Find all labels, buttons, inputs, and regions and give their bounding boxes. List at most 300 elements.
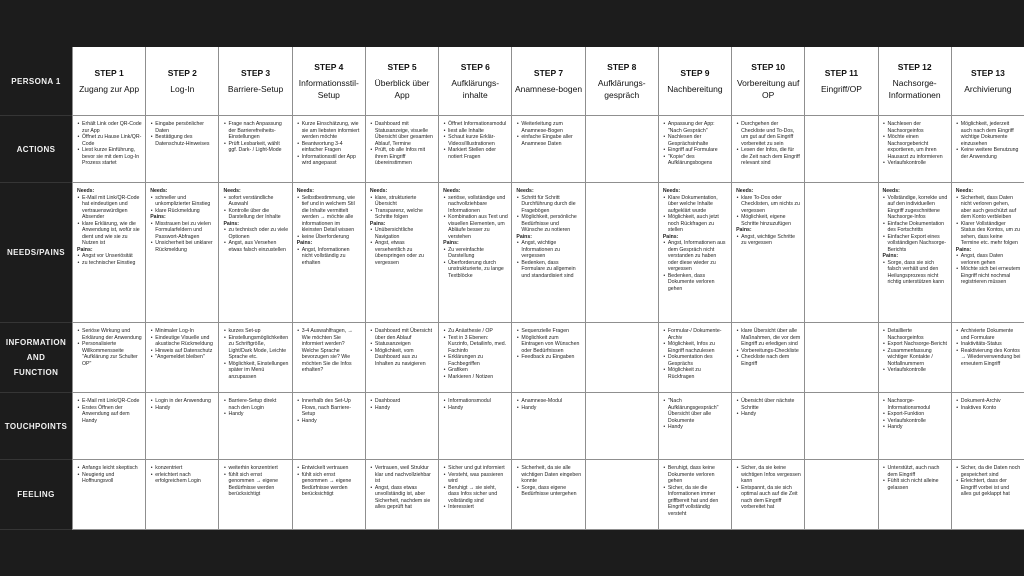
actions-cell-step-13 xyxy=(951,116,1024,183)
feeling-cell-step-5 xyxy=(365,460,438,530)
bullet-list xyxy=(883,465,948,491)
list-item: • Inaktives Konto xyxy=(956,405,1021,412)
step-number: STEP 2 xyxy=(167,67,197,78)
bullet-list xyxy=(77,195,142,247)
list-item: • Versteht, was passieren wird xyxy=(443,472,508,485)
needs-label: Needs: xyxy=(150,188,168,194)
touchpoints-cell-step-13 xyxy=(951,393,1024,460)
list-item: • Handy xyxy=(736,411,801,418)
touchpoints-cell-step-3 xyxy=(218,393,291,460)
list-item: • Möglichkeit, Einstellungen später im Menü anzupassen xyxy=(223,361,288,381)
bullet-list xyxy=(736,398,801,418)
bullet-list xyxy=(883,260,948,286)
list-item: • Schaut kurze Erklär-Videos/Illustrationen xyxy=(443,134,508,147)
list-item: • Klare Dokumentation, über welche Inhalte aufgeklärt wurde xyxy=(663,195,728,215)
bullet-list xyxy=(297,398,362,424)
bullet-list xyxy=(77,465,142,485)
actions-cell-step-4 xyxy=(292,116,365,183)
list-item: • 3-4 Auswahlfragen, → Wie möchten Sie informiert werden? Welche Sprache bevorzugen sie? Wie möchten Sie die Infos erhalten? xyxy=(297,328,362,374)
list-item: • Angst, wichtige Informationen zu vergessen xyxy=(516,240,581,260)
bullet-list xyxy=(77,328,142,367)
list-item: • Bedenken, dass Dokumente verloren gehen xyxy=(663,273,728,293)
needs-pains-cell-step-10 xyxy=(731,183,804,323)
bullet-list xyxy=(150,328,215,361)
information-cell-step-2 xyxy=(145,323,218,393)
needs-label: Needs: xyxy=(443,188,461,194)
list-item: • Prüft, ob alle Infos mit ihrem Eingriff übereinstimmen xyxy=(370,147,435,167)
list-item: • Handy xyxy=(297,418,362,425)
actions-cell-step-12 xyxy=(878,116,951,183)
step-title: Vorbereitung auf OP xyxy=(736,77,800,100)
row-label-information-line-2: AND xyxy=(26,353,46,362)
actions-cell-step-3 xyxy=(218,116,291,183)
list-item: • Selbstbestimmung, wie tief und in welchem Stil die Inhalte vermittelt werden → möchte alle informationen im kleinsten Detail wissen xyxy=(297,195,362,234)
list-item: • Möglichkeit, auch jetzt noch Rückfragen zu stellen xyxy=(663,214,728,234)
list-item: • zu technischer Einstieg xyxy=(77,260,142,267)
list-item: • Weiterleitung zum Anamnese-Bogen xyxy=(516,121,581,134)
list-item: • Grafiken xyxy=(443,367,508,374)
list-item: • Sicher, da sie keine wichtigen Infos vergessen kann xyxy=(736,465,801,485)
row-label-needs-pains xyxy=(0,183,72,323)
step-title: Aufklärungs-inhalte xyxy=(451,77,500,100)
list-item: • Öffnet Informationsmodul xyxy=(443,121,508,128)
list-item: • Angst, etwas versehentlich zu überspringen oder zu vergessen xyxy=(370,240,435,266)
list-item: • Möglichkeit, eigene Schritte hinzuzufügen xyxy=(736,214,801,227)
persona-label xyxy=(0,47,72,116)
needs-label: Needs: xyxy=(369,188,388,194)
list-item: • Möglichkeit, jederzeit auch nach dem Eingriff wichtige Dokumente einzusehen xyxy=(956,121,1021,147)
list-item: • fühlt sich ernst genommen → eigene Bedürfnisse werden berücksichtigt xyxy=(297,472,362,498)
feeling-cell-step-3 xyxy=(218,460,291,530)
step-header-10 xyxy=(731,47,804,116)
needs-label: Needs: xyxy=(77,188,95,194)
step-header-13 xyxy=(951,47,1024,116)
list-item: • Möglichkeit, vom Dashboard aus zu Inhalten zu navigieren xyxy=(370,348,435,368)
list-item: • Formular-/ Dokumente-Archiv xyxy=(663,328,728,341)
bullet-list xyxy=(297,121,362,167)
step-number: STEP 9 xyxy=(680,67,710,78)
list-item: • Zu Anästhesie / OP xyxy=(443,328,508,335)
needs-label: Needs: xyxy=(296,188,314,194)
list-item: • Angst, Informationen nicht vollständig zu erhalten xyxy=(297,247,362,267)
list-item: • schneller und unkomplizierter Einstieg xyxy=(150,195,215,208)
step-number: STEP 12 xyxy=(897,61,932,72)
bullet-list xyxy=(370,195,435,221)
bullet-list xyxy=(77,398,142,424)
list-item: • Bedenken, dass Formulare zu allgemein und standardisiert sind xyxy=(516,260,581,280)
list-item: • Angst, dass Daten verloren gehen xyxy=(956,253,1021,266)
information-cell-step-1 xyxy=(72,323,145,393)
step-number: STEP 1 xyxy=(94,67,124,78)
step-title: Nachbereitung xyxy=(667,83,723,94)
step-header-6 xyxy=(438,47,511,116)
information-cell-step-3 xyxy=(218,323,291,393)
step-number: STEP 8 xyxy=(607,61,637,72)
list-item: • Kontrolle über die Darstellung der Inhalte xyxy=(223,208,288,221)
needs-pains-cell-step-2 xyxy=(145,183,218,323)
list-item: • Informationsmodul xyxy=(443,398,508,405)
list-item: • Überforderung durch unstrukturierte, zu lange Textblöcke xyxy=(443,260,508,280)
touchpoints-cell-step-11 xyxy=(804,393,877,460)
step-title: Nachsorge-Informationen xyxy=(888,77,941,100)
list-item: • Verlaufskontrolle xyxy=(883,367,948,374)
list-item: • Inaktivitäts-Status xyxy=(956,341,1021,348)
list-item: • erleichtert nach erfolgreichem Login xyxy=(150,472,215,485)
list-item: • Handy xyxy=(223,411,288,418)
list-item: • klare To-Dos oder Checklisten, um nichts zu vergessen xyxy=(736,195,801,215)
needs-label: Needs: xyxy=(736,188,754,194)
step-number: STEP 5 xyxy=(387,61,417,72)
bullet-list xyxy=(736,465,801,511)
step-title: Informationsstil-Setup xyxy=(298,77,359,100)
list-item: • Frage nach Anpassung der Barrierefreiheits-Einstellungen xyxy=(223,121,288,141)
feeling-cell-step-4 xyxy=(292,460,365,530)
list-item: • Innerhalb des Set-Up Flows, nach Barriere-Setup xyxy=(297,398,362,418)
needs-label: Needs: xyxy=(882,188,900,194)
step-title: Zugang zur App xyxy=(79,83,140,94)
list-item: • Übersicht über nächste Schritte xyxy=(736,398,801,411)
list-item: • klare Übersicht über alle Maßnahmen, die vor dem Eingriff zu erledigen sind xyxy=(736,328,801,348)
list-item: • sofort verständliche Auswahl xyxy=(223,195,288,208)
list-item: • Text in 3 Ebenen: Kurzinfo, Detailinfo, med. Fachinfo xyxy=(443,335,508,355)
list-item: • Klarer Vollständiger Status des Kontos, um zu sehen, dass keine Termine etc. mehr folgen xyxy=(956,221,1021,247)
list-item: • Sicher und gut informiert xyxy=(443,465,508,472)
list-item: • Seriöse Wirkung und Erklärung der Anwendung xyxy=(77,328,142,341)
bullet-list xyxy=(223,465,288,498)
bullet-list xyxy=(956,328,1021,367)
step-header-4 xyxy=(292,47,365,116)
list-item: • Vertrauen, weil Struktur klar und nachvollziehbar ist xyxy=(370,465,435,485)
list-item: • Nachlesen der Nachsorgeinfos xyxy=(883,121,948,134)
information-cell-step-12 xyxy=(878,323,951,393)
step-header-12 xyxy=(878,47,951,116)
bullet-list xyxy=(150,221,215,254)
bullet-list xyxy=(516,121,581,147)
list-item: • Dokument-Archiv xyxy=(956,398,1021,405)
list-item: • Sicher, da die Daten noch gespeichert sind xyxy=(956,465,1021,478)
step-title: Überblick über App xyxy=(374,77,430,100)
list-item: • Verlaufskontrolle xyxy=(883,160,948,167)
needs-pains-cell-step-1 xyxy=(72,183,145,323)
list-item: • Transparenz, welche Schritte folgen xyxy=(370,208,435,221)
bullet-list xyxy=(370,328,435,367)
list-item: • Reaktivierung des Kontos → Wiederverwendung bei erneutem Eingriff xyxy=(956,348,1021,368)
list-item: • klare, strukturierte Übersicht xyxy=(370,195,435,208)
touchpoints-cell-step-4 xyxy=(292,393,365,460)
needs-pains-cell-step-11 xyxy=(804,183,877,323)
information-cell-step-10 xyxy=(731,323,804,393)
list-item: • Anfangs leicht skeptisch xyxy=(77,465,142,472)
list-item: • weiterhin konzentriert xyxy=(223,465,288,472)
bullet-list xyxy=(370,465,435,511)
list-item: • Vollständige, korrekte und auf den individuellen Eingriff zugeschnittene Nachsorge-Infos xyxy=(883,195,948,221)
step-title: Eingriff/OP xyxy=(820,83,862,94)
step-header-1 xyxy=(72,47,145,116)
bullet-list xyxy=(663,328,728,380)
list-item: • Handy xyxy=(443,405,508,412)
list-item: • Unübersichtliche Navigation xyxy=(370,227,435,240)
touchpoints-cell-step-5 xyxy=(365,393,438,460)
bullet-list xyxy=(736,195,801,228)
list-item: • Dokumentation des Gesprächs xyxy=(663,354,728,367)
bullet-list xyxy=(77,253,142,266)
list-item: • Lesen der Infos, die für die Zeit nach dem Eingriff relevant sind xyxy=(736,147,801,167)
list-item: • Möglichkeit, persönliche Bedürfnisse und Wünsche zu notieren xyxy=(516,214,581,234)
actions-cell-step-2 xyxy=(145,116,218,183)
list-item: • Feedback zu Eingaben xyxy=(516,354,581,361)
bullet-list xyxy=(883,195,948,254)
list-item: • Markieren / Notizen xyxy=(443,374,508,381)
list-item: • Handy xyxy=(516,405,581,412)
step-number: STEP 3 xyxy=(241,67,271,78)
bullet-list xyxy=(443,121,508,160)
list-item: • Dashboard mit Übersicht über den Ablauf xyxy=(370,328,435,341)
bullet-list xyxy=(956,195,1021,247)
bullet-list xyxy=(956,121,1021,160)
pains-label: Pains: xyxy=(369,220,386,227)
row-label-feeling xyxy=(0,460,72,530)
list-item: • Erhält Link oder QR-Code zur App xyxy=(77,121,142,134)
actions-cell-step-10 xyxy=(731,116,804,183)
pains-label: Pains: xyxy=(516,233,532,240)
feeling-cell-step-8 xyxy=(585,460,658,530)
list-item: • Unterstützt, auch nach dem Eingriff xyxy=(883,465,948,478)
step-number: STEP 11 xyxy=(824,67,859,78)
bullet-list xyxy=(223,328,288,380)
list-item: • Sicherheit, dass Daten nicht verloren gehen, aber auch geschützt auf dem Konto verbleiben xyxy=(956,195,1021,221)
bullet-list xyxy=(297,195,362,241)
step-title: Barriere-Setup xyxy=(227,83,284,94)
bullet-list xyxy=(297,328,362,374)
row-label-actions xyxy=(0,116,72,183)
list-item: • Beruhigt → sie sieht, dass Infos sicher und vollständig sind xyxy=(443,485,508,505)
list-item: • Erstes Öffnen der Anwendung auf dem Handy xyxy=(77,405,142,425)
list-item: • Anamnese-Modul xyxy=(516,398,581,405)
step-header-7 xyxy=(511,47,584,116)
information-cell-step-7 xyxy=(511,323,584,393)
list-item: • "Nach Aufklärungsgespräch" Übersicht über alle Dokumente xyxy=(663,398,728,424)
bullet-list xyxy=(223,195,288,221)
list-item: • Möglichkeit, Infos zu Eingriff nachzulesen xyxy=(663,341,728,354)
list-item: • Sicherheit, da sie alle wichtigen Daten eingeben konnte xyxy=(516,465,581,485)
bullet-list xyxy=(663,195,728,234)
bullet-list xyxy=(956,465,1021,498)
step-number: STEP 4 xyxy=(314,61,344,72)
list-item: • Markiert Stellen oder notiert Fragen xyxy=(443,147,508,160)
list-item: • Möglichkeit zu Rückfragen xyxy=(663,367,728,380)
list-item: • Sicher, da sie die Informationen immer griffbereit hat und den Eingriff vollständig versteht xyxy=(663,485,728,518)
bullet-list xyxy=(297,465,362,498)
list-item: • Sequenzielle Fragen xyxy=(516,328,581,335)
bullet-list xyxy=(956,398,1021,411)
touchpoints-cell-step-2 xyxy=(145,393,218,460)
list-item: • Barriere-Setup direkt nach den Login xyxy=(223,398,288,411)
actions-cell-step-9 xyxy=(658,116,731,183)
actions-cell-step-5 xyxy=(365,116,438,183)
list-item: • Informationsstil der App wird angepasst xyxy=(297,154,362,167)
list-item: • Kombination aus Text und visuellen Elementen, um Abläufe besser zu verstehen xyxy=(443,214,508,240)
list-item: • Anpassung der App: "Nach Gespräch" xyxy=(663,121,728,134)
list-item: • Dashboard xyxy=(370,398,435,405)
list-item: • Neugierig und Hoffnungsvoll xyxy=(77,472,142,485)
list-item: • konzentriert xyxy=(150,465,215,472)
feeling-cell-step-12 xyxy=(878,460,951,530)
pains-label: Pains: xyxy=(736,227,752,233)
list-item: • E-Mail mit Link/QR-Code hat eindeutigen und vertrauenswürdigen Absender xyxy=(77,195,142,221)
bullet-list xyxy=(516,195,581,234)
bullet-list xyxy=(223,121,288,154)
list-item: • keine Überforderung xyxy=(297,234,362,241)
bullet-list xyxy=(77,121,142,167)
list-item: • Schritt für Schritt Durchführung durch die Fragebögen xyxy=(516,195,581,215)
list-item: • Beruhigt, dass keine Dokumente verloren gehen xyxy=(663,465,728,485)
bullet-list xyxy=(443,247,508,280)
step-number: STEP 13 xyxy=(970,67,1005,78)
touchpoints-cell-step-8 xyxy=(585,393,658,460)
list-item: • Statusanzeigen xyxy=(370,341,435,348)
list-item: • Öffnet zu Hause Link/QR-Code xyxy=(77,134,142,147)
list-item: • Unsicherheit bei unklarer Rückmeldung xyxy=(150,240,215,253)
bullet-list xyxy=(370,121,435,167)
bullet-list xyxy=(516,398,581,411)
feeling-cell-step-13 xyxy=(951,460,1024,530)
list-item: • Sorge, dass sie sich falsch verhält und den Heilungsprozess nicht richtig unterstützen kann xyxy=(883,260,948,286)
step-title: Archivierung xyxy=(964,83,1012,94)
bullet-list xyxy=(223,398,288,418)
bullet-list xyxy=(370,398,435,411)
list-item: • Zu vereinfachte Darstellung xyxy=(443,247,508,260)
needs-pains-cell-step-3 xyxy=(218,183,291,323)
row-label-touchpoints xyxy=(0,393,72,460)
list-item: • Durchgehen der Checkliste und To-Dos, um gut auf den Eingriff vorbereitet zu sein xyxy=(736,121,801,147)
customer-journey-map xyxy=(0,47,1024,530)
step-header-8 xyxy=(585,47,658,116)
needs-pains-cell-step-4 xyxy=(292,183,365,323)
needs-pains-cell-step-5 xyxy=(365,183,438,323)
feeling-cell-step-7 xyxy=(511,460,584,530)
list-item: • Vorbereitungs-Checkliste xyxy=(736,348,801,355)
list-item: • klare Rückmeldung xyxy=(150,208,215,215)
step-header-3 xyxy=(218,47,291,116)
bullet-list xyxy=(736,121,801,167)
list-item: • "Angemeldet bleiben" xyxy=(150,354,215,361)
pains-label: Pains: xyxy=(662,233,679,240)
list-item: • Entwickelt vertrauen xyxy=(297,465,362,472)
step-title: Log-In xyxy=(170,83,195,94)
touchpoints-cell-step-7 xyxy=(511,393,584,460)
bullet-list xyxy=(150,121,215,147)
step-title: Anamnese-bogen xyxy=(514,83,583,94)
list-item: • Handy xyxy=(883,424,948,431)
list-item: • Beantwortung 3-4 einfacher Fragen xyxy=(297,141,362,154)
step-header-2 xyxy=(145,47,218,116)
list-item: • kurzes Set-up xyxy=(223,328,288,335)
persona-label-text: PERSONA 1 xyxy=(11,76,61,86)
touchpoints-cell-step-10 xyxy=(731,393,804,460)
list-item: • seriöse, vollständige und nachvollziehbare Informationen xyxy=(443,195,508,215)
list-item: • Nachsorge-Informationsmodul xyxy=(883,398,948,411)
list-item: • Einfacher Export eines vollständigen Nachsorge-Berichts xyxy=(883,234,948,254)
list-item: • Angst vor Unseriösität xyxy=(77,253,142,260)
actions-cell-step-6 xyxy=(438,116,511,183)
bullet-list xyxy=(516,240,581,279)
list-item: • Einstellungsmöglichkeiten zu Schriftgröße, Light/Dark Mode, Leichte Sprache etc. xyxy=(223,335,288,361)
bullet-list xyxy=(663,121,728,167)
feeling-cell-step-9 xyxy=(658,460,731,530)
list-item: • Interessiert xyxy=(443,504,508,511)
bullet-list xyxy=(297,247,362,267)
list-item: • fühlt sich ernst genommen → eigene Bedürfnisse werden berücksichtigt xyxy=(223,472,288,498)
step-number: STEP 7 xyxy=(533,67,564,78)
row-label-information-line-3: FUNCTION xyxy=(13,368,59,377)
bullet-list xyxy=(663,240,728,292)
information-cell-step-8 xyxy=(585,323,658,393)
list-item: • Verlaufskontrolle xyxy=(883,418,948,425)
list-item: • Bestätigung des Datenschutz-Hinweises xyxy=(150,134,215,147)
pains-label: Pains: xyxy=(296,240,313,246)
list-item: • Erklärungen zu Fachbegriffen xyxy=(443,354,508,367)
row-label-feeling-text: FEELING xyxy=(17,490,55,499)
list-item: • liest alle Inhalte xyxy=(443,128,508,135)
needs-pains-cell-step-13 xyxy=(951,183,1024,323)
list-item: • Checkliste nach dem Eingriff xyxy=(736,354,801,367)
list-item: • Zusammenfassung wichtiger Kontakte / Notfallnummern xyxy=(883,348,948,368)
list-item: • Handy xyxy=(370,405,435,412)
list-item: • Angst, aus Versehen etwas falsch einzustellen xyxy=(223,240,288,253)
row-label-needs-pains-text: NEEDS/PAINS xyxy=(6,248,66,257)
list-item: • Hinweis auf Datenschutz xyxy=(150,348,215,355)
step-title: Aufklärungs-gespräch xyxy=(597,77,646,100)
bullet-list xyxy=(223,227,288,253)
bullet-list xyxy=(443,195,508,241)
feeling-cell-step-10 xyxy=(731,460,804,530)
step-header-9 xyxy=(658,47,731,116)
pains-label: Pains: xyxy=(882,253,899,259)
pains-label: Pains: xyxy=(150,214,166,220)
list-item: • Eingriff auf Formulare xyxy=(663,147,728,154)
bullet-list xyxy=(150,465,215,485)
bullet-list xyxy=(516,465,581,498)
actions-cell-step-7 xyxy=(511,116,584,183)
bullet-list xyxy=(443,328,508,380)
list-item: • Archivierte Dokumente und Formulare xyxy=(956,328,1021,341)
list-item: • Handy xyxy=(150,405,215,412)
bullet-list xyxy=(516,328,581,361)
bullet-list xyxy=(443,398,508,411)
actions-cell-step-11 xyxy=(804,116,877,183)
pains-label: Pains: xyxy=(223,220,240,227)
pains-label: Pains: xyxy=(77,246,93,253)
needs-pains-cell-step-12 xyxy=(878,183,951,323)
feeling-cell-step-1 xyxy=(72,460,145,530)
information-cell-step-5 xyxy=(365,323,438,393)
row-label-touchpoints-text: TOUCHPOINTS xyxy=(4,421,68,431)
needs-pains-cell-step-8 xyxy=(585,183,658,323)
list-item: • Login in der Anwendung xyxy=(150,398,215,405)
bullet-list xyxy=(736,328,801,367)
list-item: • E-Mail mit Link/QR-Code xyxy=(77,398,142,405)
list-item: • Dashboard mit Statusanzeige, visuelle Übersicht über gesamten Ablauf, Termine xyxy=(370,121,435,147)
needs-label: Needs: xyxy=(662,188,681,194)
list-item: • Einfache Dokumentation des Fortschritts xyxy=(883,221,948,234)
touchpoints-cell-step-1 xyxy=(72,393,145,460)
row-label-information-line-1: INFORMATION xyxy=(5,338,67,347)
list-item: • Angst, dass etwas unvollständig ist, aber Sicherheit, nachdem sie alles geprüft hat xyxy=(370,485,435,511)
list-item: • Angst, wichtige Schritte zu vergessen xyxy=(736,234,801,247)
touchpoints-cell-step-9 xyxy=(658,393,731,460)
list-item: • zu technisch oder zu viele Optionen xyxy=(223,227,288,240)
list-item: • Möglichkeit zum Eintragen von Wünschen oder Bedürfnissen xyxy=(516,335,581,355)
